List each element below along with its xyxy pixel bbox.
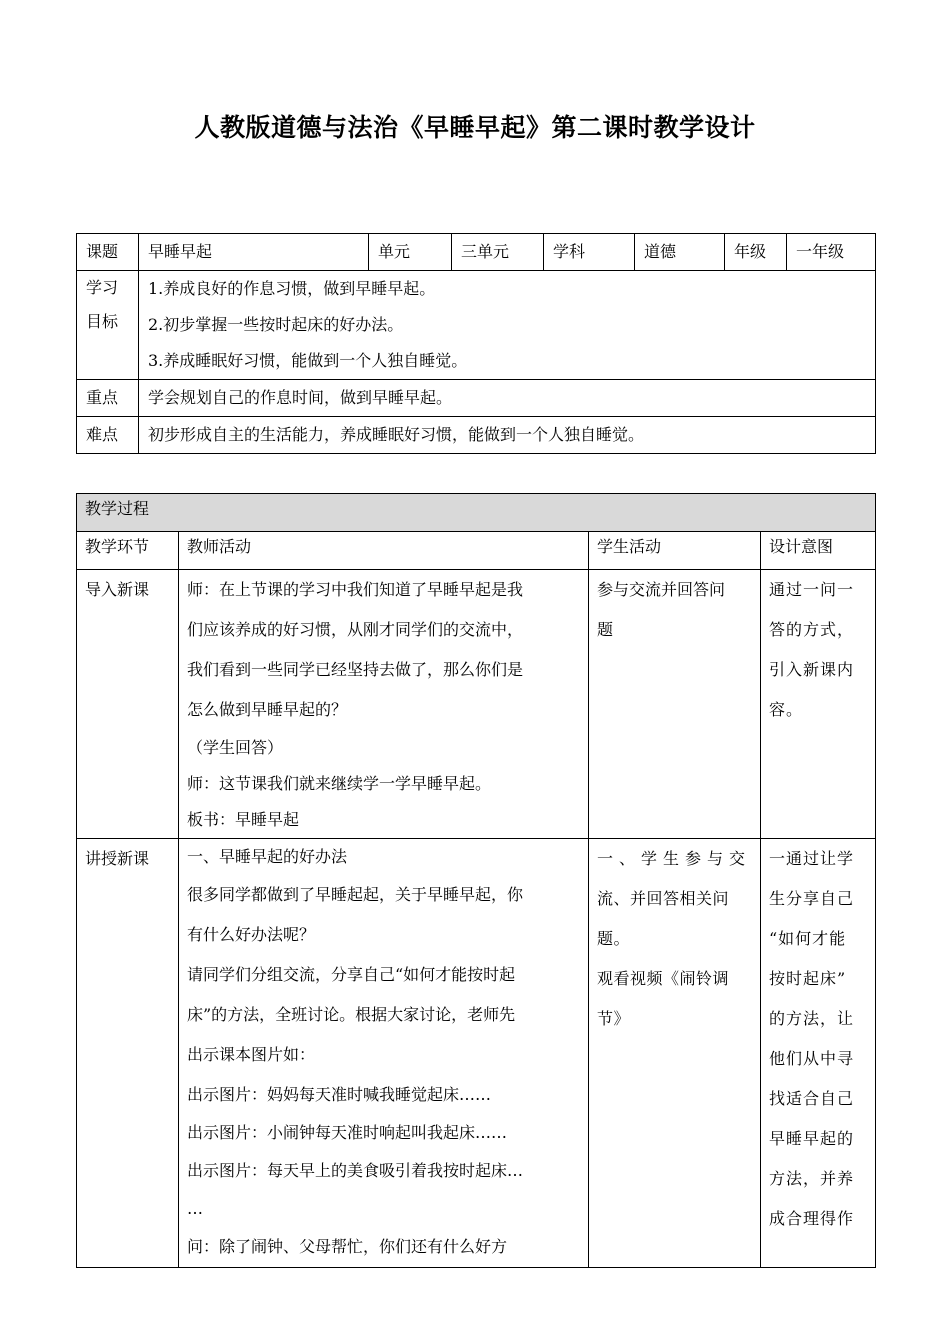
difficulty-row (77, 417, 876, 454)
student-line: 题。 (597, 929, 631, 948)
teacher-line: 出示图片：每天早上的美食吸引着我按时起床… (187, 1161, 524, 1180)
design-line: 他们从中寻 (769, 1049, 855, 1068)
header-design: 设计意图 (761, 532, 876, 570)
teacher-line: 有什么好办法呢？ (187, 925, 316, 944)
header-teacher: 教师活动 (179, 532, 589, 570)
goal-item: 2.初步掌握一些按时起床的好办法。 (148, 315, 404, 334)
process-title: 教学过程 (77, 494, 876, 532)
key-point-row (77, 380, 876, 417)
difficulty-value: 初步形成自主的生活能力，养成睡眠好习惯，能做到一个人独自睡觉。 (139, 417, 876, 454)
teacher-activity-cell (179, 839, 589, 1268)
design-line: 按时起床” (769, 969, 847, 988)
design-line: 早睡早起的 (769, 1129, 855, 1148)
goals-label-line: 目标 (86, 312, 119, 331)
difficulty-label: 难点 (77, 417, 139, 454)
goals-label (77, 271, 139, 380)
process-row-intro (77, 570, 876, 839)
teaching-process-table (76, 493, 876, 1268)
design-line: 找适合自己 (769, 1089, 855, 1108)
goals-row (77, 271, 876, 380)
subject-value: 道德 (635, 234, 725, 271)
process-header-row (77, 532, 876, 570)
teacher-activity-cell (179, 570, 589, 839)
goal-item: 3.养成睡眠好习惯，能做到一个人独自睡觉。 (148, 351, 468, 370)
design-line: 方法，并养 (769, 1169, 855, 1188)
student-line: 参与交流并回答问 (597, 580, 726, 599)
design-line: 容。 (769, 700, 804, 719)
teacher-line: 很多同学都做到了早睡起起，关于早睡早起，你 (187, 885, 524, 904)
lesson-label: 课题 (77, 234, 139, 271)
stage-cell: 讲授新课 (77, 839, 179, 1268)
design-intent-cell (761, 839, 876, 1268)
key-point-label: 重点 (77, 380, 139, 417)
lesson-value: 早睡早起 (139, 234, 369, 271)
goals-cell (139, 271, 876, 380)
header-student: 学生活动 (589, 532, 761, 570)
grade-value: 一年级 (787, 234, 876, 271)
student-line: 流、并回答相关问 (597, 889, 730, 908)
student-activity-cell (589, 570, 761, 839)
student-line: 一、学生参与交 (597, 849, 752, 868)
teacher-line: （学生回答） (187, 738, 284, 757)
student-line: 题 (597, 620, 614, 639)
teacher-line: 师：这节课我们就来继续学一学早睡早起。 (187, 774, 492, 793)
teacher-line: 师：在上节课的学习中我们知道了早睡早起是我 (187, 580, 524, 599)
process-row-new-lesson (77, 839, 876, 1268)
design-line: 引入新课内 (769, 660, 855, 679)
teacher-line: 问：除了闹钟、父母帮忙，你们还有什么好方 (187, 1237, 508, 1256)
teacher-line: 床”的方法，全班讨论。根据大家讨论，老师先 (187, 1005, 516, 1024)
key-point-value: 学会规划自己的作息时间，做到早睡早起。 (139, 380, 876, 417)
design-line: 的方法，让 (769, 1009, 855, 1028)
grade-label: 年级 (725, 234, 787, 271)
info-header-row (77, 234, 876, 271)
teacher-line: 出示课本图片如： (187, 1045, 316, 1064)
teacher-line: 怎么做到早睡早起的？ (187, 700, 348, 719)
lesson-info-table (76, 233, 876, 454)
goal-item: 1.养成良好的作息习惯，做到早睡早起。 (148, 279, 436, 298)
subject-label: 学科 (544, 234, 635, 271)
header-stage: 教学环节 (77, 532, 179, 570)
design-line: 生分享自己 (769, 889, 855, 908)
student-activity-cell (589, 839, 761, 1268)
student-line: 节》 (597, 1009, 631, 1028)
teacher-line: 出示图片：小闹钟每天准时响起叫我起床…… (187, 1123, 508, 1142)
goals-label-line: 学习 (86, 278, 119, 297)
teacher-line: 我们看到一些同学已经坚持去做了，那么你们是 (187, 660, 524, 679)
teacher-line: 请同学们分组交流，分享自己“如何才能按时起 (187, 965, 516, 984)
unit-label: 单元 (369, 234, 452, 271)
page-title: 人教版道德与法治《早睡早起》第二课时教学设计 (194, 113, 756, 142)
stage-cell: 导入新课 (77, 570, 179, 839)
design-intent-cell (761, 570, 876, 839)
design-line: 答的方式， (769, 620, 855, 639)
process-title-row (77, 494, 876, 532)
teacher-line: 板书：早睡早起 (187, 810, 300, 829)
design-line: 通过一问一 (769, 580, 855, 599)
design-line: “如何才能 (769, 929, 847, 948)
teacher-line: 一、早睡早起的好办法 (187, 847, 348, 866)
teacher-line: 出示图片：妈妈每天准时喊我睡觉起床…… (187, 1085, 492, 1104)
teacher-line: … (187, 1199, 203, 1218)
design-line: 成合理得作 (769, 1209, 855, 1228)
student-line: 观看视频《闹铃调 (597, 969, 730, 988)
teacher-line: 们应该养成的好习惯，从刚才同学们的交流中， (187, 620, 524, 639)
design-line: 一通过让学 (769, 849, 855, 868)
unit-value: 三单元 (452, 234, 544, 271)
